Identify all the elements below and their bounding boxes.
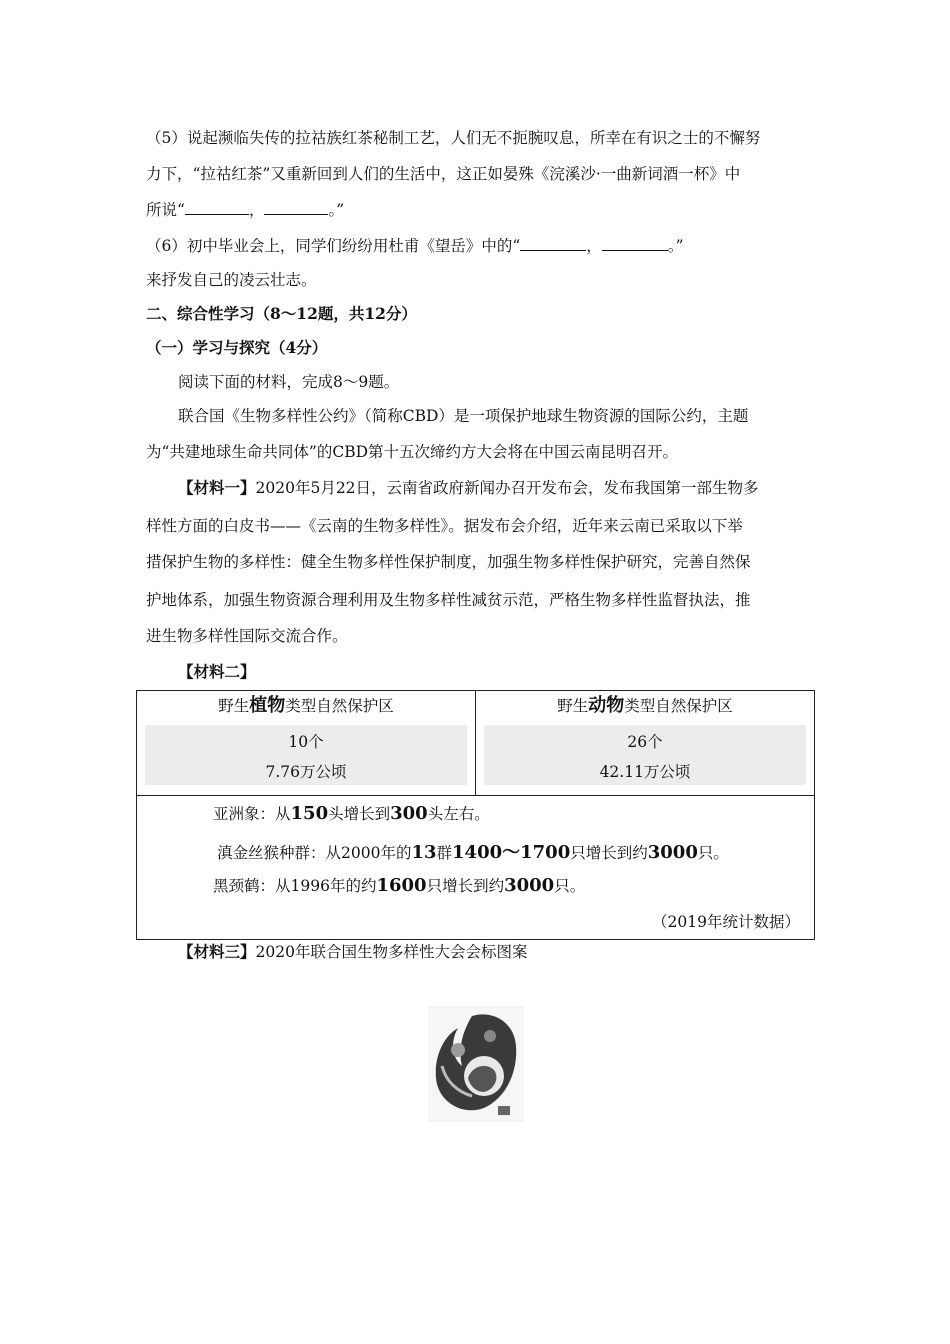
- plant-reserve-header: [137, 691, 475, 721]
- material-3-text: 2020年联合国生物多样性大会会标图案: [255, 943, 528, 961]
- intro-line-2: 为“共建地球生命共同体”的CBD第十五次缔约方大会将在中国云南昆明召开。: [146, 443, 679, 461]
- material-1-line-1: [178, 478, 759, 498]
- animal-reserve-stats: [484, 725, 806, 785]
- animal-reserve-area: 42.11万公顷: [599, 763, 691, 781]
- plant-reserve-count: 10个: [288, 733, 324, 751]
- material-1-line-3: 措保护生物的多样性：健全生物多样性保护制度，加强生物多样性保护研究，完善自然保: [146, 553, 751, 571]
- q6-answer-blank-1[interactable]: [520, 236, 586, 251]
- plant-reserve-stats: [145, 725, 467, 785]
- q5-sep: ，: [248, 201, 265, 219]
- subsection-1-title: （一）学习与探究（4分）: [146, 338, 328, 357]
- material-3-line: [178, 942, 527, 962]
- q5-line-1: （5）说起濒临失传的拉祜族红茶秘制工艺，人们无不扼腕叹息，所幸在有识之士的不懈努: [146, 129, 761, 147]
- q6-line-2: 来抒发自己的凌云壮志。: [146, 271, 317, 289]
- cop15-emblem-image: [428, 1006, 524, 1122]
- plant-header-pre: 野生: [218, 697, 250, 715]
- stat-asian-elephant: 亚洲象：从150头增长到300头左右。: [213, 803, 490, 825]
- material-1-line-5: 进生物多样性国际交流合作。: [146, 627, 348, 645]
- population-stats-cell: [137, 796, 815, 940]
- q5-answer-blank-1[interactable]: [185, 200, 249, 215]
- instruction: 阅读下面的材料，完成8～9题。: [178, 373, 400, 391]
- material-2-table: [136, 690, 815, 940]
- q6-prefix: （6）初中毕业会上，同学们纷纷用杜甫《望岳》中的“: [146, 237, 521, 255]
- animal-reserve-cell: [476, 691, 815, 796]
- section-2-title: 二、综合性学习（8～12题，共12分）: [146, 304, 417, 323]
- q5-suffix: 。”: [328, 201, 345, 219]
- q6-line-1: [146, 236, 684, 256]
- plant-reserve-area: 7.76万公顷: [265, 763, 347, 781]
- q5-line-2: 力下，“拉祜红茶”又重新回到人们的生活中，这正如晏殊《浣溪沙·一曲新词酒一杯》中: [146, 165, 741, 183]
- stats-note: （2019年统计数据）: [652, 913, 800, 932]
- animal-reserve-count: 26个: [627, 733, 663, 751]
- q6-sep: ，: [586, 237, 602, 255]
- q5-prefix: 所说“: [146, 201, 185, 219]
- material-3-label: 【材料三】: [178, 942, 256, 961]
- plant-header-bold: 植物: [249, 695, 286, 716]
- animal-header-pre: 野生: [557, 697, 589, 715]
- stat-black-necked-crane: 黑颈鹤：从1996年的约1600只增长到约3000只。: [213, 875, 586, 897]
- plant-header-post: 类型自然保护区: [285, 697, 394, 715]
- intro-line-1: 联合国《生物多样性公约》（简称CBD）是一项保护地球生物资源的国际公约，主题: [178, 407, 749, 425]
- material-1-label: 【材料一】: [178, 478, 256, 497]
- material-2-label: 【材料二】: [178, 662, 256, 681]
- q6-answer-blank-2[interactable]: [602, 236, 668, 251]
- material-1-line-4: 护地体系，加强生物资源合理利用及生物多样性减贫示范，严格生物多样性监督执法，推: [146, 591, 751, 609]
- animal-reserve-header: [476, 691, 814, 721]
- material-1-line-2: 样性方面的白皮书——《云南的生物多样性》。据发布会介绍，近年来云南已采取以下举: [146, 517, 743, 535]
- material-1-text-1: 2020年5月22日，云南省政府新闻办召开发布会，发布我国第一部生物多: [255, 479, 759, 497]
- q5-answer-blank-2[interactable]: [264, 200, 328, 215]
- q6-suffix: 。”: [667, 237, 684, 255]
- animal-header-post: 类型自然保护区: [624, 697, 733, 715]
- q5-line-3: [146, 200, 344, 220]
- animal-header-bold: 动物: [588, 695, 625, 716]
- stat-golden-monkey: 滇金丝猴种群：从2000年的13群1400～1700只增长到约3000只。: [217, 842, 729, 864]
- plant-reserve-cell: [137, 691, 476, 796]
